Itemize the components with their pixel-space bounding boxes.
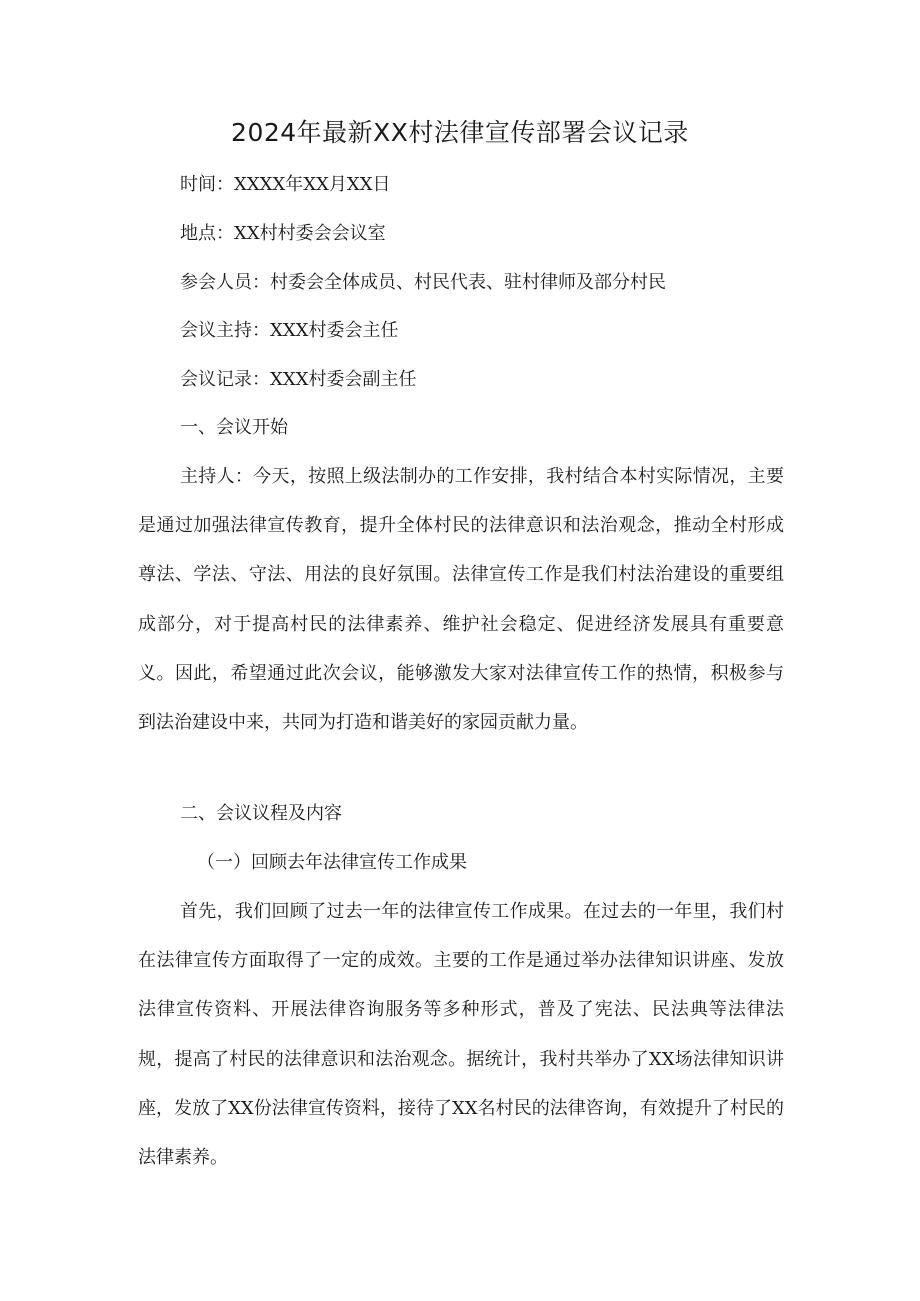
- subsection-paragraph-review: 首先，我们回顾了过去一年的法律宣传工作成果。在过去的一年里，我们村在法律宣传方面取得了一定的成效。主要的工作是通过举办法律知识讲座、发放法律宣传资料、开展法律咨询服务等多种形式，普及了宪法、民法典等法律法规，提高了村民的法律意识和法治观念。据统计，我村共举办了XX场法律知识讲座，发放了XX份法律宣传资料，接待了XX名村民的法律咨询，有效提升了村民的法律素养。: [138, 901, 784, 1169]
- section-paragraph-opening: 主持人：今天，按照上级法制办的工作安排，我村结合本村实际情况，主要是通过加强法律宣传教育，提升全体村民的法律意识和法治观念，推动全村形成尊法、学法、守法、用法的良好氛围。法律宣传工作是我们村法治建设的重要组成部分，对于提高村民的法律素养、维护社会稳定、促进经济发展具有重要意义。因此，希望通过此次会议，能够激发大家对法律宣传工作的热情，积极参与到法治建设中来，共同为打造和谐美好的家园贡献力量。: [138, 466, 784, 734]
- meeting-host: 会议主持：XXX村委会主任: [180, 320, 399, 341]
- meeting-location: 地点：XX村村委会会议室: [180, 223, 386, 244]
- section-heading-opening: 一、会议开始: [180, 417, 288, 438]
- section-heading-agenda: 二、会议议程及内容: [180, 803, 342, 824]
- document-title: 2024年最新XX村法律宣传部署会议记录: [231, 118, 689, 147]
- subsection-heading-review: （一）回顾去年法律宣传工作成果: [197, 852, 467, 873]
- meeting-attendees: 参会人员：村委会全体成员、村民代表、驻村律师及部分村民: [180, 272, 666, 293]
- meeting-recorder: 会议记录：XXX村委会副主任: [180, 369, 417, 390]
- meeting-time: 时间：XXXX年XX月XX日: [180, 174, 391, 195]
